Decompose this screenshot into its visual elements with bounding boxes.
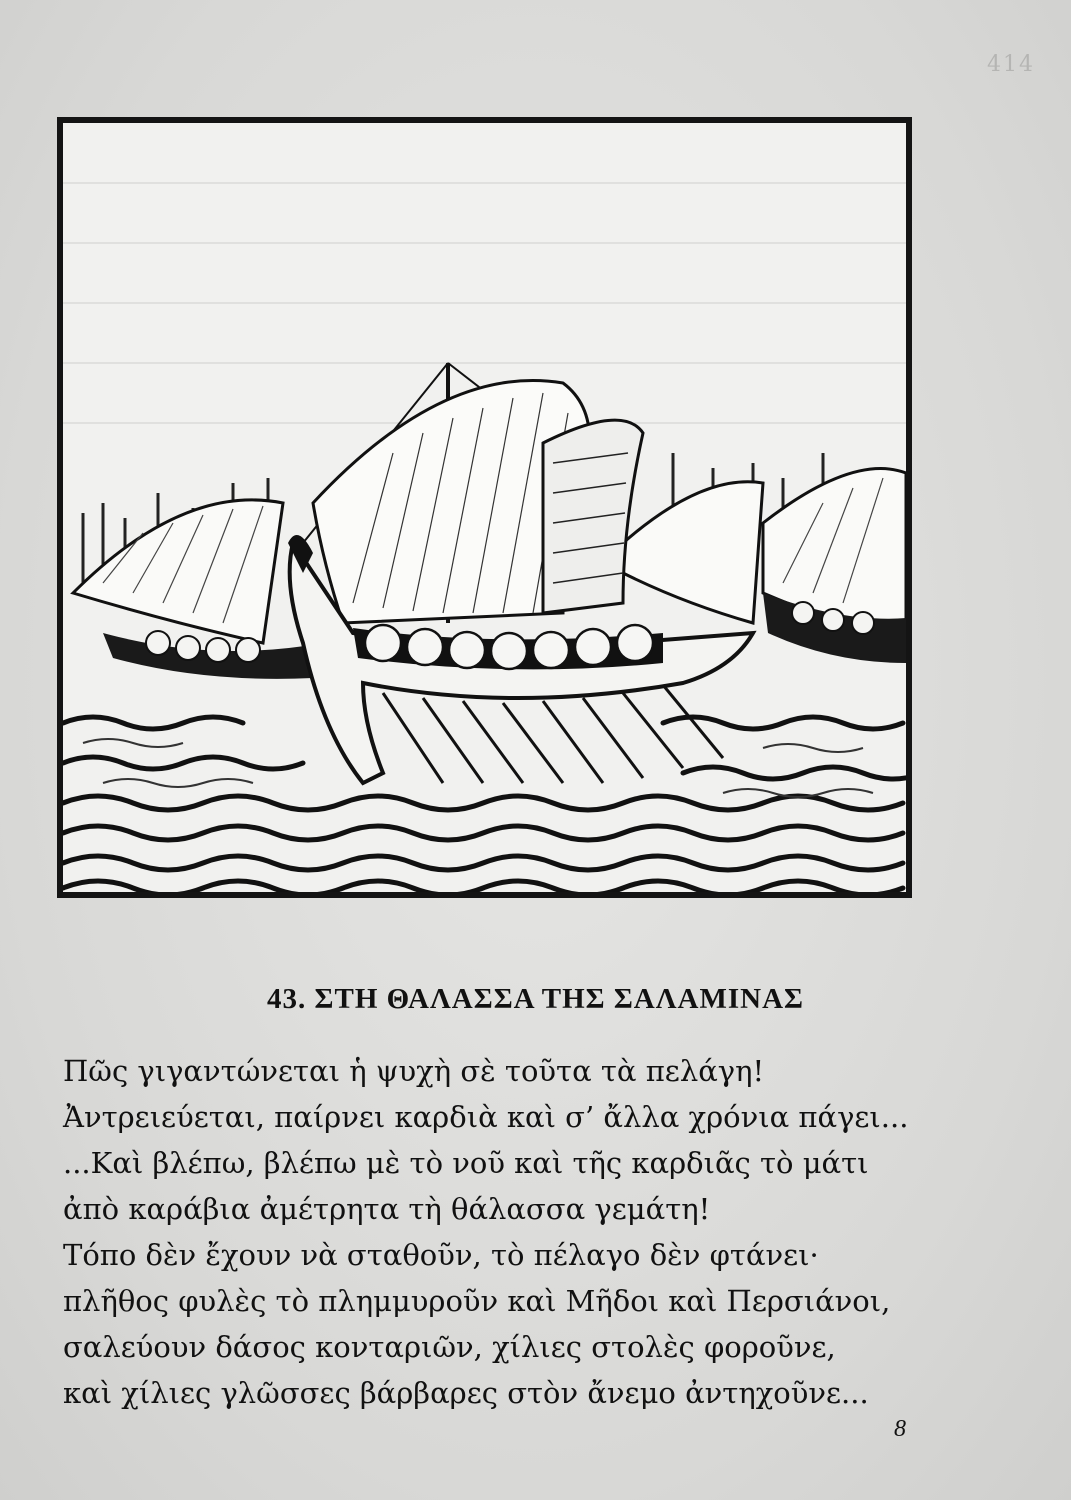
poem-body bbox=[63, 1048, 923, 1416]
bleed-through-mark: 414 bbox=[987, 52, 1035, 77]
ships-woodcut bbox=[63, 123, 906, 892]
poem-line: σαλεύουν δάσος κονταριῶν, χίλιες στολὲς φοροῦνε, bbox=[63, 1330, 836, 1364]
poem-title: 43. ΣΤΗ ΘΑΛΑΣΣΑ ΤΗΣ ΣΑΛΑΜΙΝΑΣ bbox=[267, 983, 804, 1015]
poem-line: ἀπὸ καράβια ἀμέτρητα τὴ θάλασσα γεμάτη! bbox=[63, 1192, 711, 1226]
poem-line: πλῆθος φυλὲς τὸ πλημμυροῦν καὶ Μῆδοι καὶ Περσιάνοι, bbox=[63, 1284, 891, 1318]
poem-line: καὶ χίλιες γλῶσσες βάρβαρες στὸν ἄνεμο ἀντηχοῦνε... bbox=[63, 1376, 869, 1410]
poem-line: ...Καὶ βλέπω, βλέπω μὲ τὸ νοῦ καὶ τῆς καρδιᾶς τὸ μάτι bbox=[63, 1146, 869, 1180]
poem-line: Τόπο δὲν ἔχουν νὰ σταθοῦν, τὸ πέλαγο δὲν φτάνει· bbox=[63, 1238, 819, 1272]
page-number: 8 bbox=[894, 1416, 906, 1442]
woodcut-illustration bbox=[57, 117, 912, 898]
poem-line: Πῶς γιγαντώνεται ἡ ψυχὴ σὲ τοῦτα τὰ πελάγη! bbox=[63, 1054, 765, 1088]
poem-line: Ἀντρειεύεται, παίρνει καρδιὰ καὶ σ’ ἄλλα χρόνια πάγει... bbox=[63, 1100, 909, 1134]
